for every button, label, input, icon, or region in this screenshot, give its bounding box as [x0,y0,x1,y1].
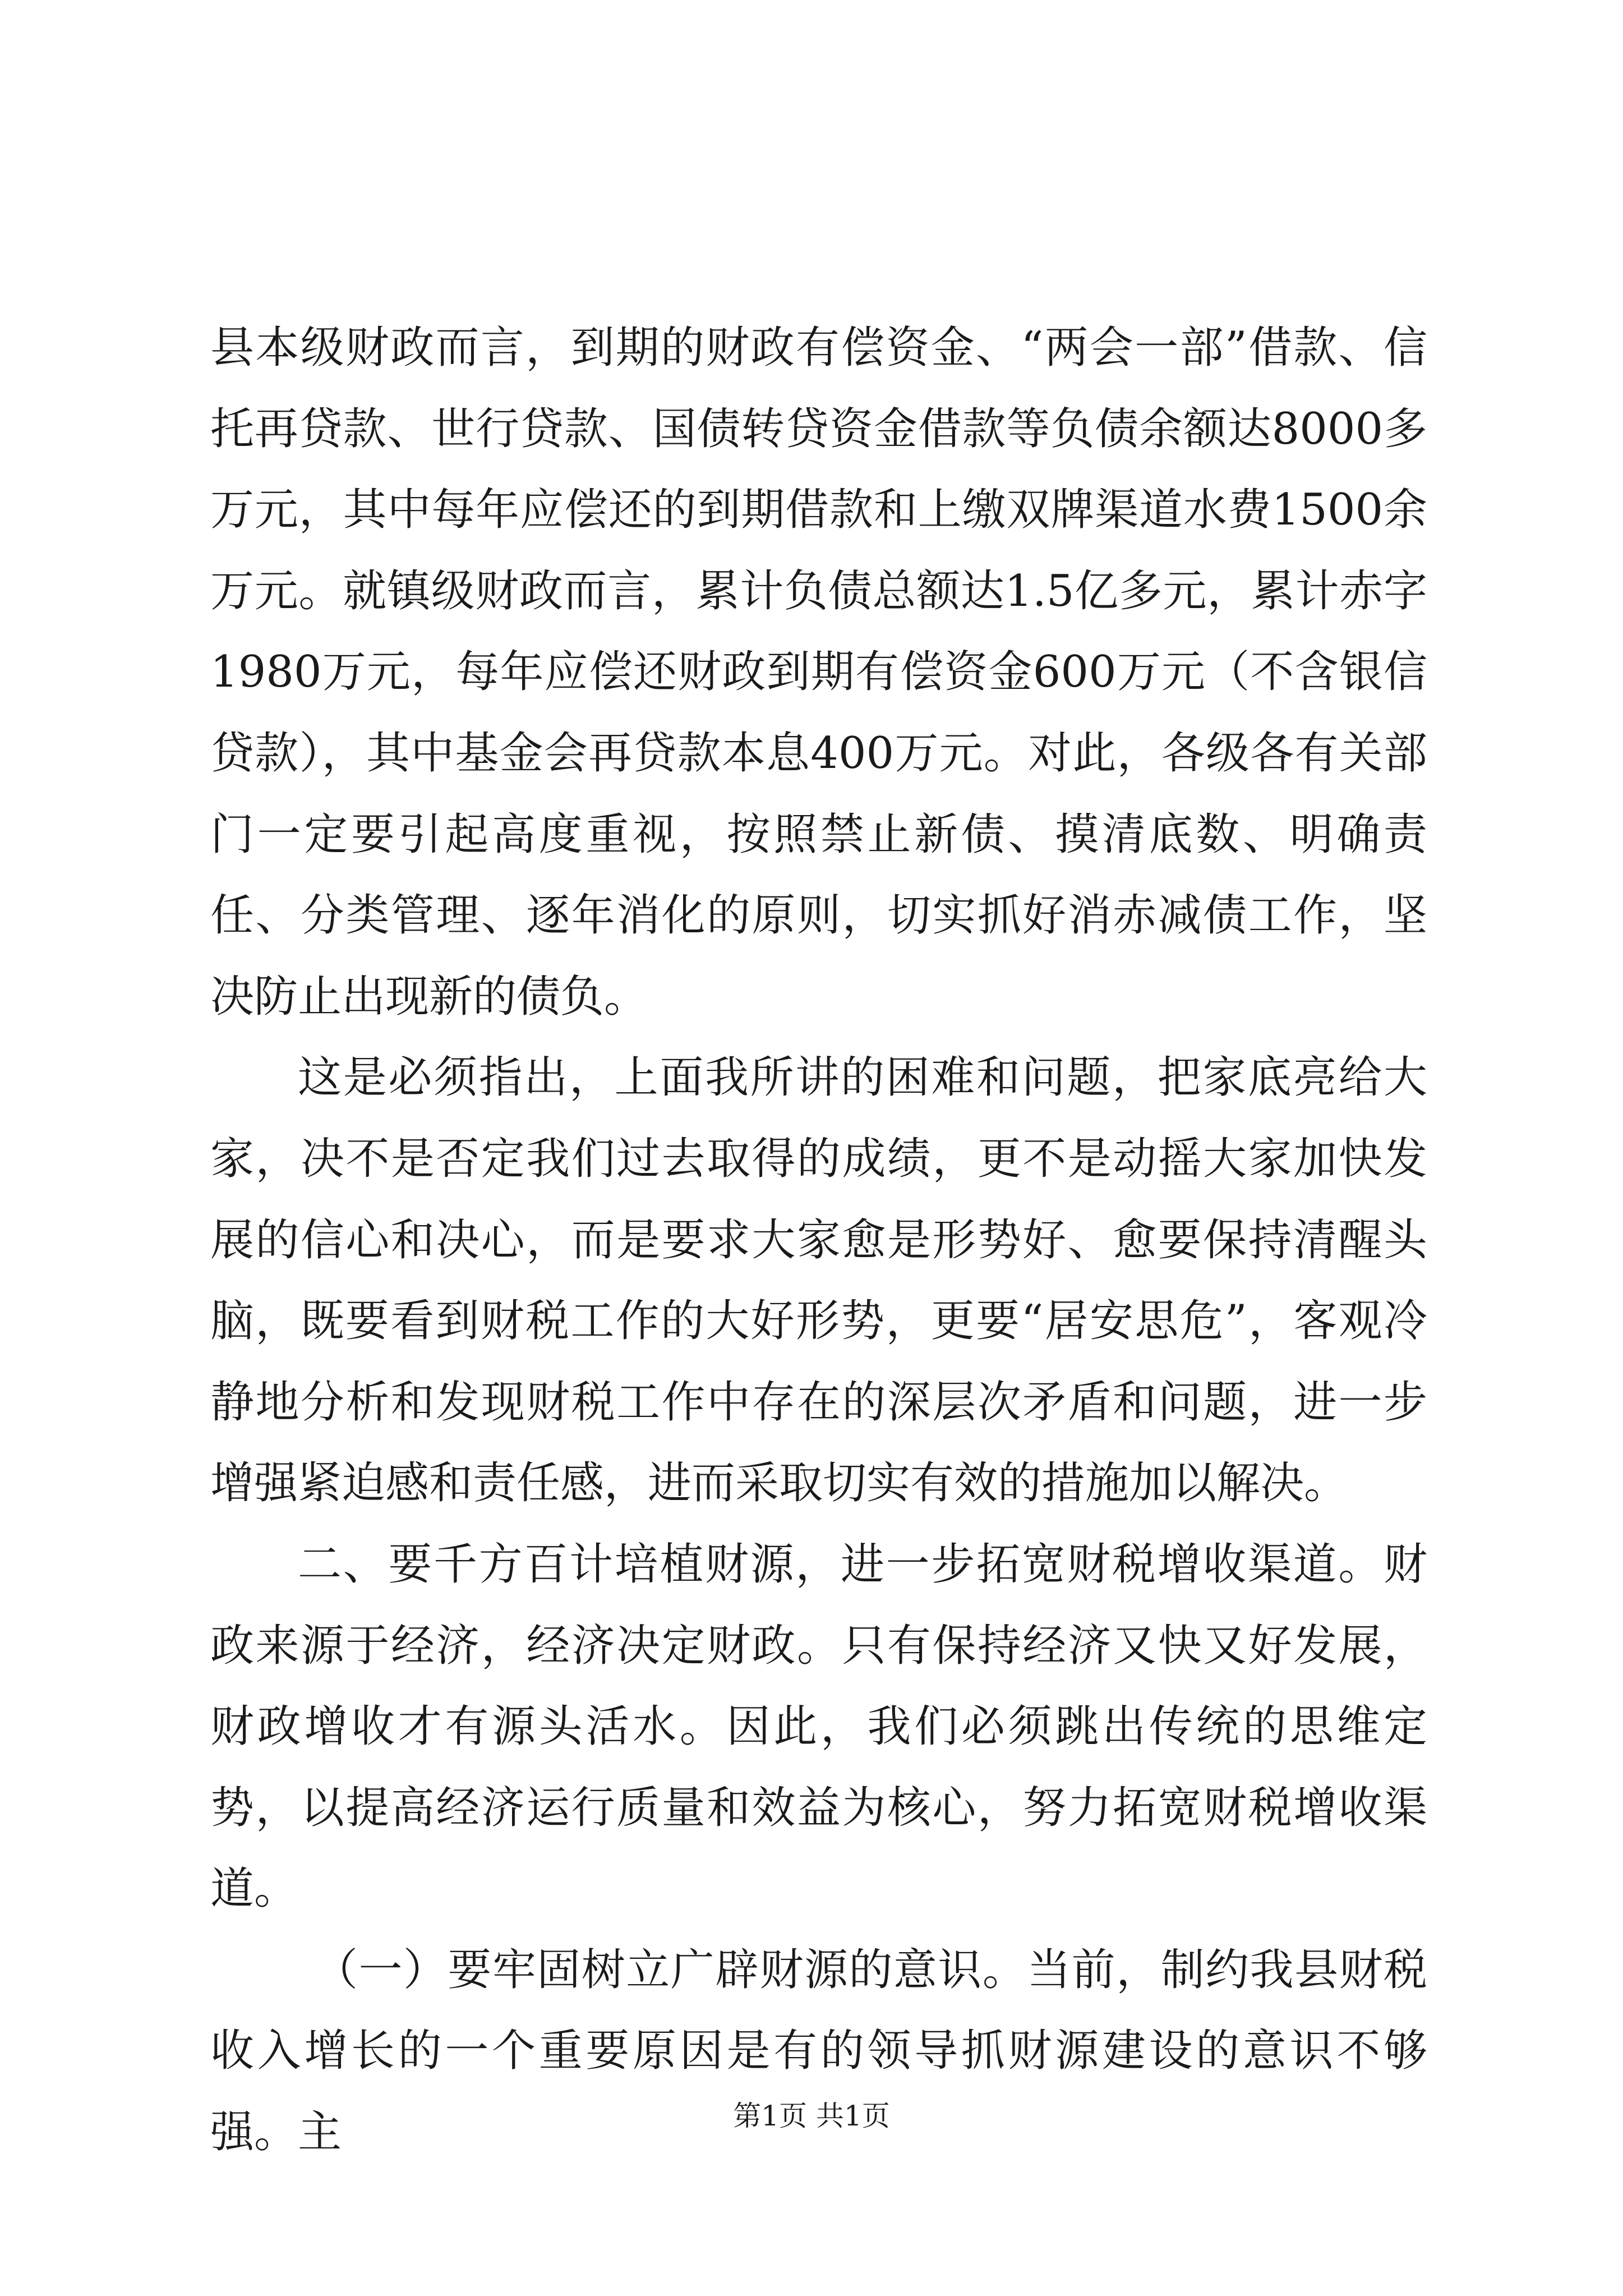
page-footer: 第1页 共1页 [733,2100,890,2132]
paragraph-problems-note: 这是必须指出，上面我所讲的困难和问题，把家底亮给大家，决不是否定我们过去取得的成绩，更不是动摇大家加快发展的信心和决心，而是要求大家愈是形势好、愈要保持清醒头脑，既要看到财税工作的大好形势，更要“居安思危”，客观冷静地分析和发现财税工作中存在的深层次矛盾和问题，进一步增强紧迫感和责任感，进而采取切实有效的措施加以解决。 [210,1052,1427,1509]
document-body [210,307,1427,2173]
paragraph-debt-figures: 县本级财政而言，到期的财政有偿资金、“两会一部”借款、信托再贷款、世行贷款、国债转贷资金借款等负债余额达8000多万元，其中每年应偿还的到期借款和上缴双牌渠道水费1500余万元。就镇级财政而言，累计负债总额达1.5亿多元，累计赤字1980万元，每年应偿还财政到期有偿资金600万元（不含银信贷款），其中基金会再贷款本息400万元。对此，各级各有关部门一定要引起高度重视，按照禁止新债、摸清底数、明确责任、分类管理、逐年消化的原则，切实抓好消赤减债工作，坚决防止出现新的债负。 [210,323,1427,1022]
paragraph-section-two: 二、要千方百计培植财源，进一步拓宽财税增收渠道。财政来源于经济，经济决定财政。只有保持经济又快又好发展，财政增收才有源头活水。因此，我们必须跳出传统的思维定势，以提高经济运行质量和效益为核心，努力拓宽财税增收渠道。 [210,1539,1427,1915]
paragraph-subsection-one: （一）要牢固树立广辟财源的意识。当前，制约我县财税收入增长的一个重要原因是有的领导抓财源建设的意识不够强。主 [210,1944,1427,2158]
